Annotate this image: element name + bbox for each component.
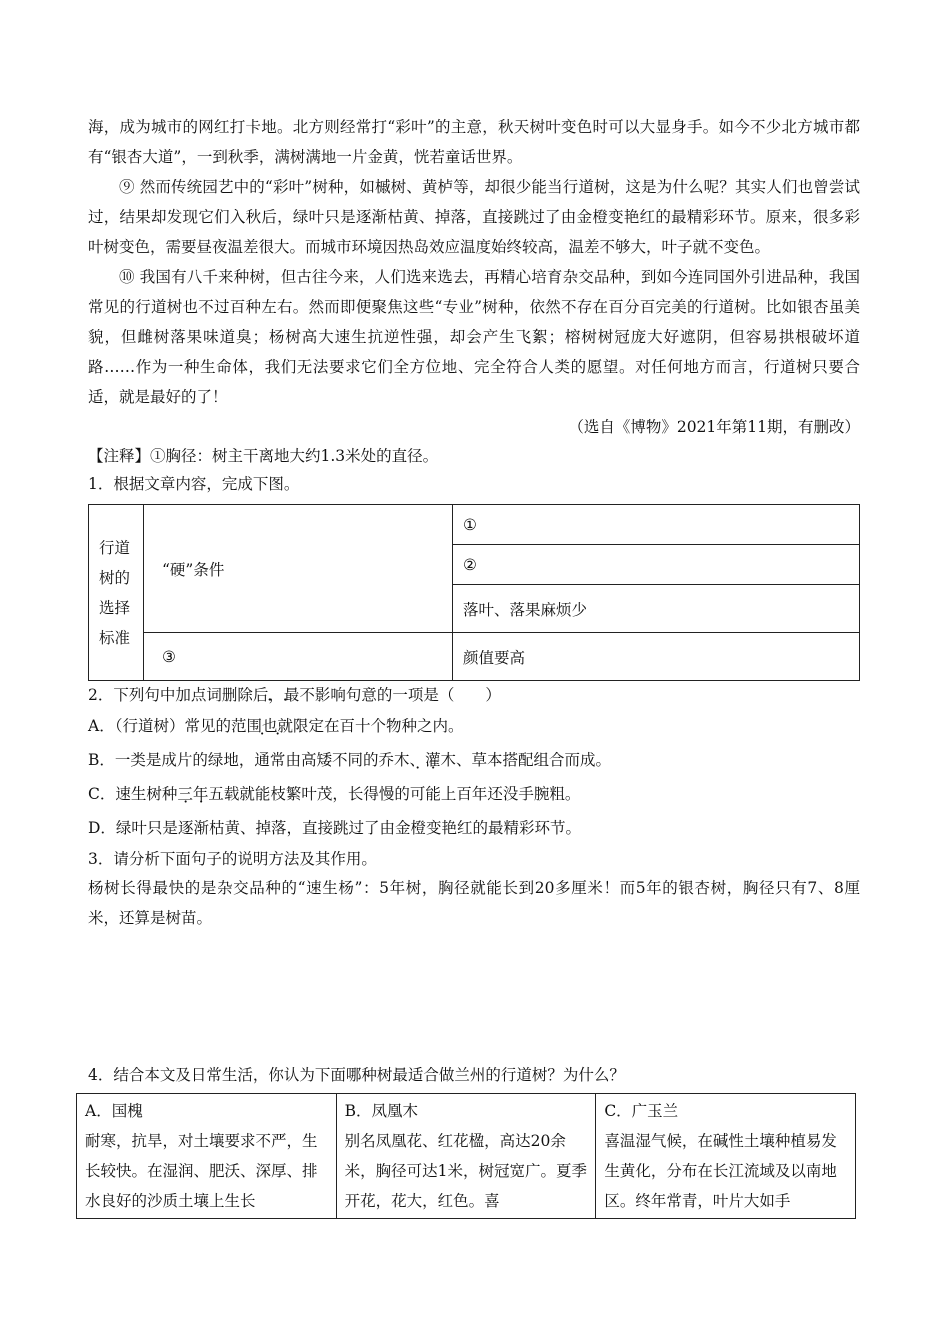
tree-b-text: 别名凤凰花、红花楹，高达20余米，胸径可达1米，树冠宽广。夏季开花，花大，红色。喜 (344, 1132, 588, 1210)
dotted-word-d: 逐渐 (177, 819, 209, 837)
question-3-stem: 3．请分析下面句子的说明方法及其作用。 (88, 850, 377, 868)
dotted-word-b: 通常 (254, 751, 286, 769)
criteria-label: 行道树的选择标准 (89, 505, 144, 681)
tree-b-cell (336, 1094, 596, 1219)
tree-a-text: 耐寒，抗旱，对土壤要求不严，生长较快。在湿润、肥沃、深厚、排水良好的沙质土壤上生长 (85, 1132, 318, 1210)
question-1-stem: 1．根据文章内容，完成下图。 (88, 475, 300, 493)
dotted-word-c: 可能 (409, 785, 441, 803)
tree-a-title: A．国槐 (85, 1102, 143, 1120)
paragraph-9: ⑨ 然而传统园艺中的“彩叶”树种，如槭树、黄栌等，却很少能当行道树，这是为什么呢？其实人们也曾尝试过，结果却发现它们入秋后，绿叶只是逐渐枯黄、掉落，直接跳过了由金橙变艳红的最精彩环节。原来，很多彩叶树变色，需要昼夜温差很大。而城市环境因热岛效应温度始终较高，温差不够大，叶子就不变色。 (88, 178, 860, 256)
blank-1-cell[interactable]: ① (453, 505, 860, 545)
option-a[interactable]: A．（行道树）常见的范围也就限定在百十个物种之内。 (88, 717, 464, 735)
blank-2-cell[interactable]: ② (453, 545, 860, 585)
option-b[interactable]: B．一类是成片的绿地，通常由高矮不同的乔木、灌木、草本搭配组合而成。 (88, 751, 611, 769)
paragraph-8-continued: 海，成为城市的网红打卡地。北方则经常打“彩叶”的主意，秋天树叶变色时可以大显身手。如今不少北方城市都有“银杏大道”，一到秋季，满树满地一片金黄，恍若童话世界。 (88, 118, 860, 166)
hard-condition-cell: “硬”条件 (144, 505, 453, 633)
question-2-stem: 2．下列句中加点词删除后，最不影响句意的一项是（ ） (88, 686, 501, 704)
tree-c-title: C．广玉兰 (604, 1102, 679, 1120)
tree-c-text: 喜温湿气候，在碱性土壤种植易发生黄化，分布在长江流域及以南地区。终年常青，叶片大如手 (604, 1132, 837, 1210)
document-page (85, 112, 860, 1219)
leaf-fall-cell: 落叶、落果麻烦少 (453, 585, 860, 633)
question-4-table (76, 1093, 856, 1219)
question-1-table (88, 504, 860, 681)
source-citation: （选自《博物》2021年第11期，有删改） (568, 418, 860, 436)
tree-a-cell (77, 1094, 337, 1219)
annotation-note: 【注释】①胸径：树主干离地大约1.3米处的直径。 (88, 447, 439, 465)
blank-3-cell[interactable]: ③ (144, 633, 453, 681)
tree-c-cell (596, 1094, 856, 1219)
dotted-word-a: 也就 (261, 717, 293, 735)
question-3-quote: 杨树长得最快的是杂交品种的“速生杨”：5年树，胸径就能长到20多厘米！而5年的银杏树，胸径只有7、8厘米，还算是树苗。 (88, 879, 860, 927)
looks-cell: 颜值要高 (453, 633, 860, 681)
question-4-stem: 4．结合本文及日常生活，你认为下面哪种树最适合做兰州的行道树？为什么？ (88, 1066, 625, 1084)
option-c[interactable]: C．速生树种三年五载就能枝繁叶茂，长得慢的可能上百年还没手腕粗。 (88, 785, 581, 803)
tree-b-title: B．凤凰木 (344, 1102, 419, 1120)
paragraph-10: ⑩ 我国有八千来种树，但古往今来，人们选来选去，再精心培育杂交品种，到如今连同国外引进品种，我国常见的行道树也不过百种左右。然而即便聚焦这些“专业”树种，依然不存在百分百完美的行道树。比如银杏虽美貌，但雌树落果味道臭；杨树高大速生抗逆性强，却会产生飞絮；榕树树冠庞大好遮阴，但容易拱根破坏道路……作为一种生命体，我们无法要求它们全方位地、完全符合人类的愿望。对任何地方而言，行道树只要合适，就是最好的了！ (88, 268, 860, 406)
answer-space[interactable] (88, 933, 860, 1061)
option-d[interactable]: D．绿叶只是逐渐枯黄、掉落，直接跳过了由金橙变艳红的最精彩环节。 (88, 819, 581, 837)
